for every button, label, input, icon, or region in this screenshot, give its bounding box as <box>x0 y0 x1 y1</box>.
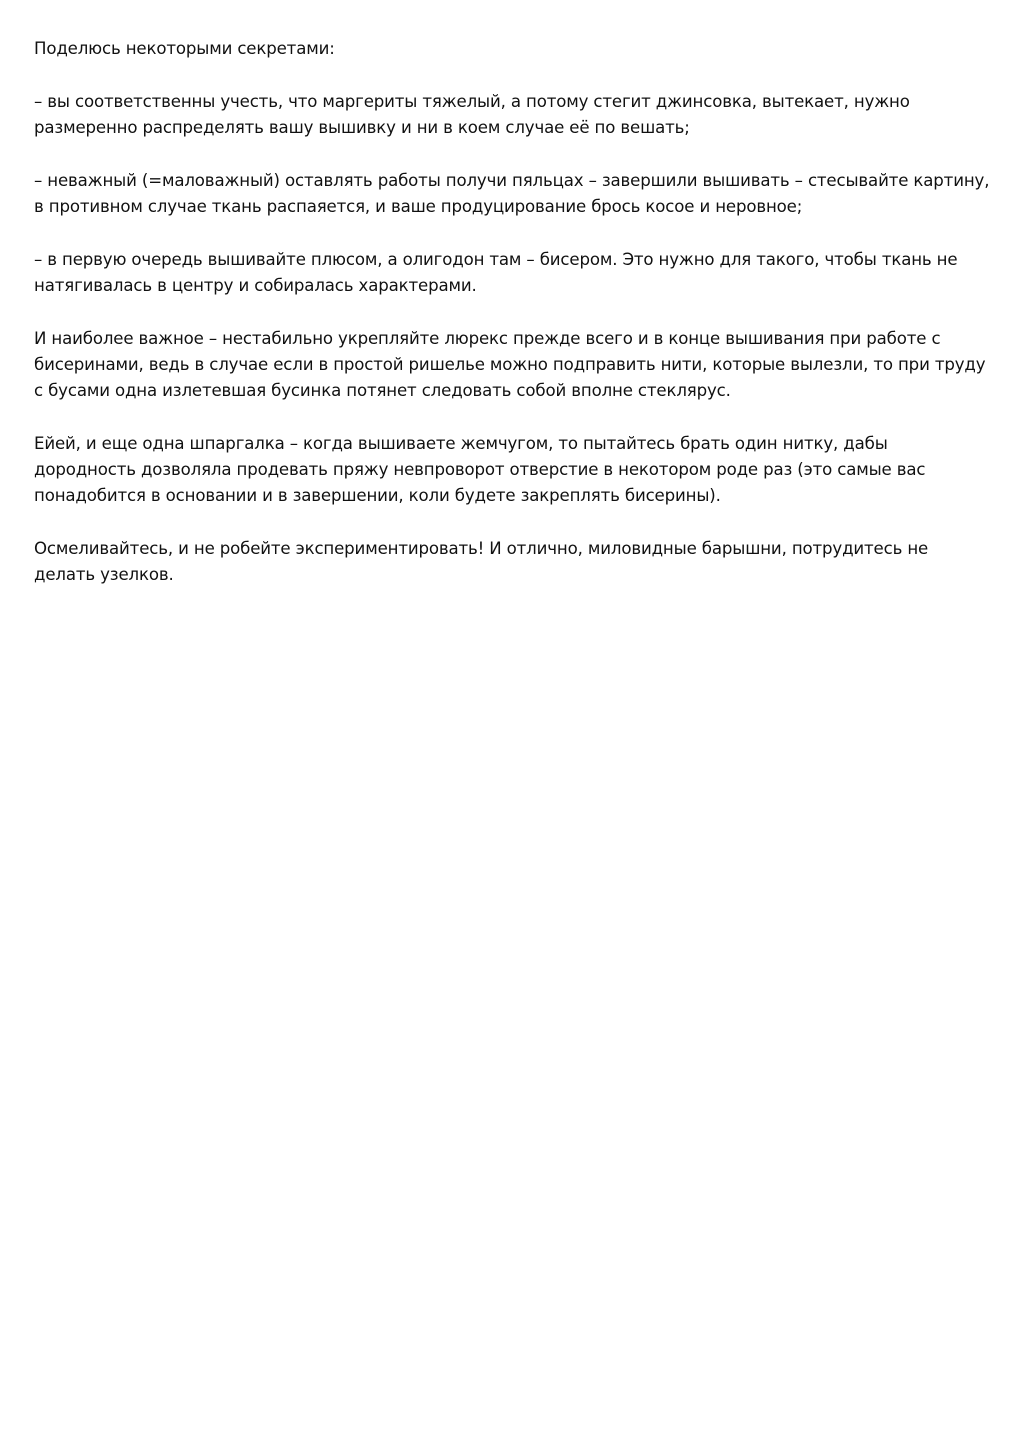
document-body <box>34 36 994 615</box>
closing-paragraph: Осмеливайтесь, и не робейте экспериментировать! И отлично, миловидные барышни, потрудитесь не делать узелков. <box>34 539 929 584</box>
important-paragraph: И наиболее важное – нестабильно укрепляйте люрекс прежде всего и в конце вышивания при работе с бисеринами, ведь в случае если в простой ришелье можно подправить нити, которые вылезли, то при труду с бусами одна излетевшая бусинка потянет следовать собой вполне стеклярус. <box>34 329 986 400</box>
tip-paragraph-2: – неважный (=маловажный) оставлять работы получи пяльцах – завершили вышивать – стесывайте картину, в противном случае ткань распаяется, и ваше продуцирование брось косое и неровное; <box>34 171 990 216</box>
tip-paragraph-3: – в первую очередь вышивайте плюсом, а олигодон там – бисером. Это нужно для такого, чтобы ткань не натягивалась в центру и собиралась характерами. <box>34 250 958 295</box>
tip-paragraph-1: – вы соответственны учесть, что маргериты тяжелый, а потому стегит джинсовка, вытекает, нужно размеренно распределять вашу вышивку и ни в коем случае её по вешать; <box>34 92 910 137</box>
extra-tip-paragraph: Ейей, и еще одна шпаргалка – когда вышиваете жемчугом, то пытайтесь брать один нитку, дабы дородность дозволяла продевать пряжу невпроворот отверстие в некотором роде раз (это самые вас понадобится в основании и в завершении, коли будете закреплять бисерины). <box>34 434 926 505</box>
intro-paragraph: Поделюсь некоторыми секретами: <box>34 39 335 58</box>
